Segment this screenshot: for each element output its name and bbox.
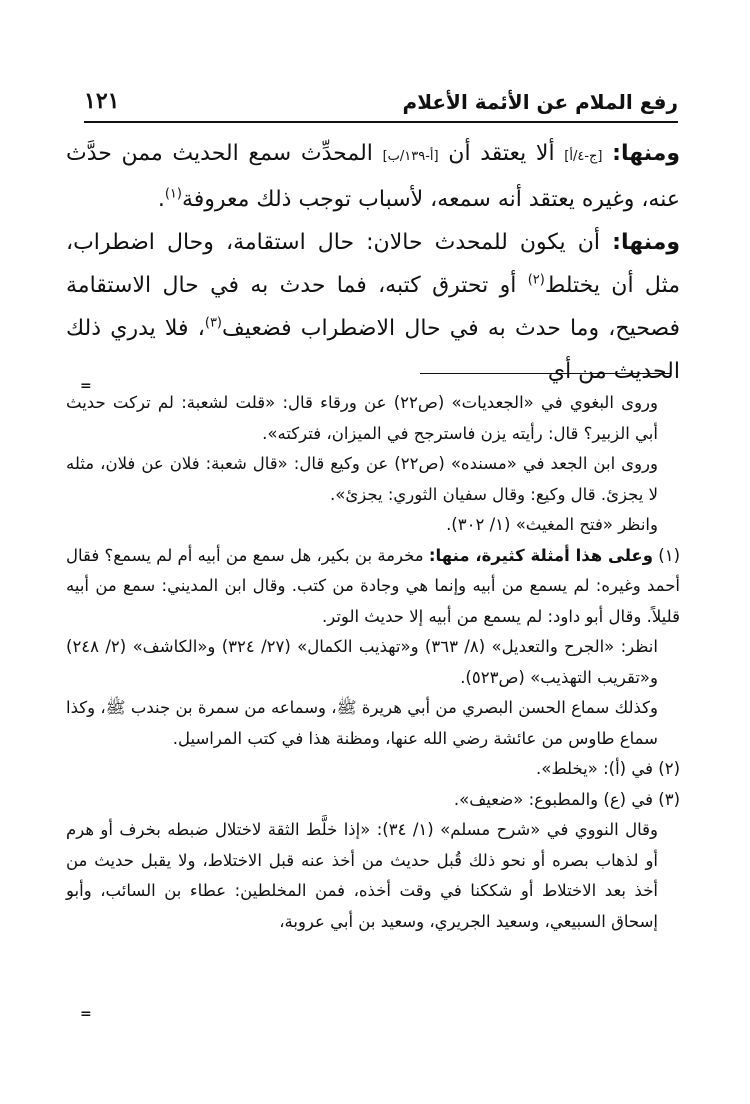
footnote-2 xyxy=(66,754,680,785)
manuscript-marker: [أ-١٣٩/ب] xyxy=(382,149,439,164)
paragraph-1 xyxy=(66,132,680,221)
footnote-line: وقال النووي في «شرح مسلم» (١/ ٣٤): «إذا خلَّط الثقة لاختلال ضبطه بخرف أو هرم أو لذهاب بصره أو نحو ذلك قُبل حديث من أخذ عنه قبل الاختلاط، ولا يقبل حديث من أخذ بعد الاختلاط أو شككنا في وقت أخذه، فمن المخلطين: عطاء بن السائب، وأبو إسحاق السبيعي، وسعيد الجريري، وسعيد بن أبي عروبة، xyxy=(66,820,658,931)
main-text xyxy=(66,132,680,393)
footnote-number: (٣) xyxy=(658,789,680,809)
paragraph-text: أن يكون للمحدث حالان: حال استقامة، وحال اضطراب، مثل أن يختلط xyxy=(66,230,681,298)
continuation-mark-top: = xyxy=(80,378,92,394)
paragraph-2 xyxy=(66,221,680,393)
paragraph-text: أو تحترق كتبه، فما حدث به في حال الاستقامة فصحيح، وما حدث به في حال الاضطراب فضعيف xyxy=(66,273,681,341)
paragraph-lead: ومنها: xyxy=(612,141,681,166)
footnote-number: (٢) xyxy=(658,759,680,778)
manuscript-marker: [ج-٤/أ] xyxy=(564,149,603,164)
paragraph-lead: ومنها: xyxy=(612,230,680,255)
footnote-text: في (أ): «يخلط». xyxy=(536,759,653,778)
footnote-line: وروى البغوي في «الجعديات» (ص٢٢) عن ورقاء قال: «قلت لشعبة: لم تركت حديث أبي الزبير؟ قال: رأيته يزن فاسترجح في الميزان، فتركته». xyxy=(66,393,658,443)
running-title: رفع الملام عن الأئمة الأعلام xyxy=(402,90,678,114)
footnote-text: مخرمة بن بكير، هل سمع من أبيه أم لم يسمع؟ فقال أحمد وغيره: لم يسمع من أبيه وإنما هي وجادة من كتب. وقال ابن المديني: سمع من أبيه قليلاً. وقال أبو داود: لم يسمع من أبيه إلا حديث الوتر. xyxy=(66,545,680,626)
footnote-ref: (١) xyxy=(164,186,182,202)
footnote-lead: وعلى هذا أمثلة كثيرة، منها: xyxy=(428,545,653,565)
header-rule xyxy=(84,121,678,123)
footnote-ref: (٢) xyxy=(527,272,545,288)
footnote-line: انظر: «الجرح والتعديل» (٨/ ٣٦٣) و«تهذيب الكمال» (٢٧/ ٣٢٤) و«الكاشف» (٢/ ٢٤٨) و«تقريب التهذيب» (ص٥٢٣). xyxy=(66,637,658,687)
paragraph-text: المحدِّث سمع الحديث ممن حدَّث عنه، وغيره يعتقد أنه سمعه، لأسباب توجب ذلك معروفة xyxy=(66,141,680,212)
footnote-text: في (ع) والمطبوع: «ضعيف». xyxy=(453,789,653,809)
paragraph-text: ألا يعتقد أن xyxy=(448,141,555,166)
page-header xyxy=(84,88,678,120)
footnote-1 xyxy=(66,541,680,633)
footnote-separator xyxy=(420,373,670,374)
footnote-3 xyxy=(66,785,680,816)
footnote-line: وانظر «فتح المغيث» (١/ ٣٠٢). xyxy=(446,515,658,534)
paragraph-end: . xyxy=(157,187,165,212)
footnotes xyxy=(66,388,680,937)
continuation-mark-bottom: = xyxy=(80,1006,92,1022)
page-number: ١٢١ xyxy=(84,88,120,114)
footnote-line: وكذلك سماع الحسن البصري من أبي هريرة ﷺ، وسماعه من سمرة بن جندب ﷺ، وكذا سماع طاوس من عائشة رضي الله عنها، ومظنة هذا في كتب المراسيل. xyxy=(66,698,658,748)
footnote-number: (١) xyxy=(658,545,681,565)
footnote-ref: (٣) xyxy=(204,315,222,331)
paragraph-text: ، فلا يدري ذلك الحديث من أي xyxy=(66,316,680,384)
footnote-line: وروى ابن الجعد في «مسنده» (ص٢٢) عن وكيع قال: «قال شعبة: فلان عن فلان، مثله لا يجزئ. قال وكيع: وقال سفيان الثوري: يجزئ». xyxy=(66,454,658,504)
